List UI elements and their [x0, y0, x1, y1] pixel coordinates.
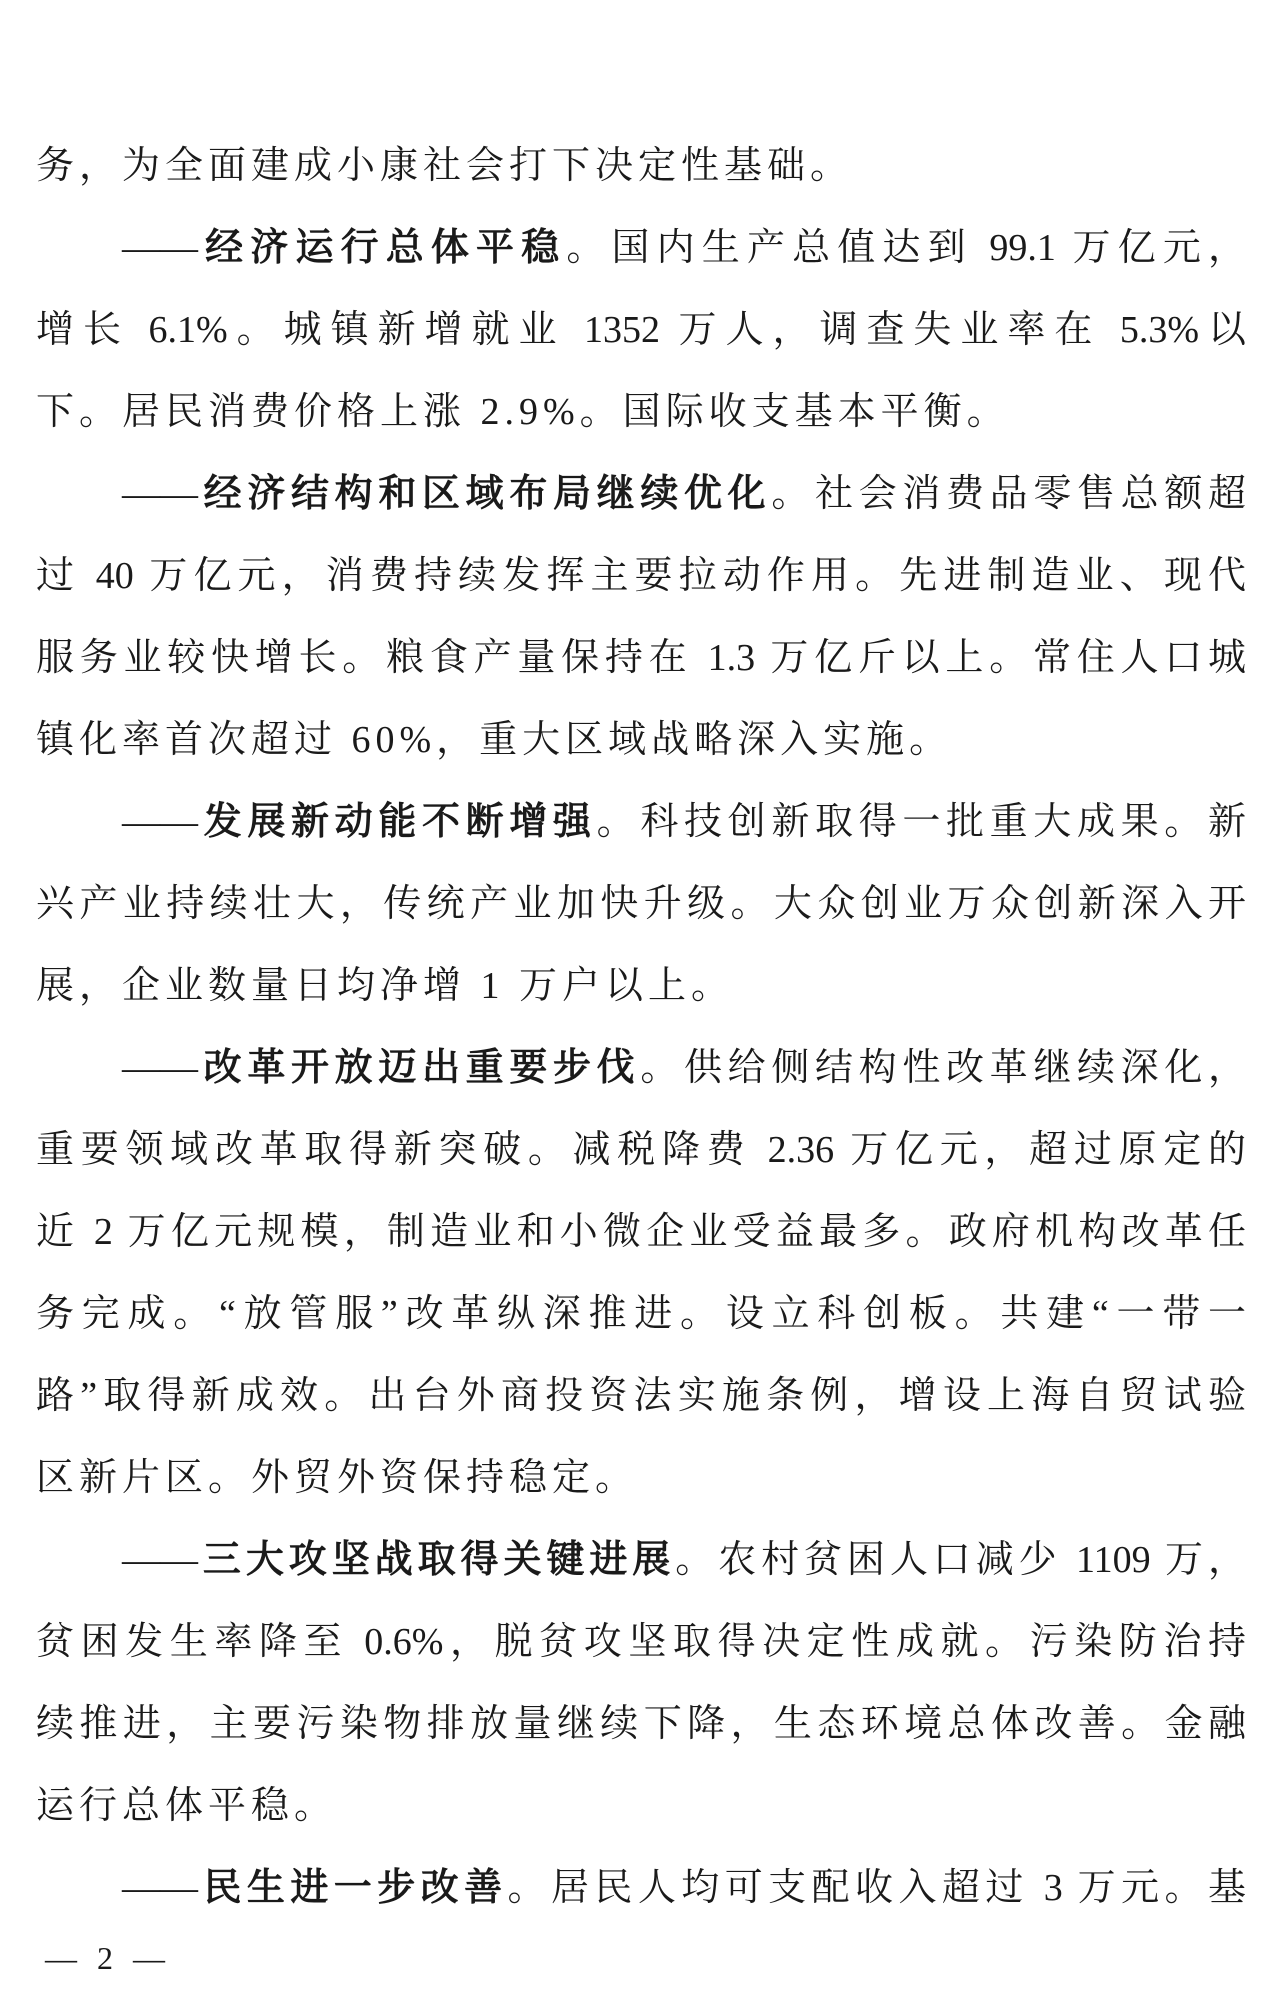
text-line: [36, 699, 1246, 781]
text-line: [36, 125, 1246, 207]
line-text: 。国内生产总值达到 99.1 万亿元，: [566, 227, 1246, 269]
line-text: 。居民人均可支配收入超过 3 万元。基: [507, 1867, 1246, 1909]
line-text: 务，为全面建成小康社会打下决定性基础。: [36, 145, 854, 187]
section-heading: 发展新动能不断增强: [198, 801, 597, 843]
line-text: 服务业较快增长。粮食产量保持在 1.3 万亿斤以上。常住人口城: [36, 637, 1246, 679]
line-text: 。科技创新取得一批重大成果。新: [596, 801, 1246, 843]
line-text: 镇化率首次超过 60%，重大区域战略深入实施。: [36, 719, 953, 761]
line-text: 。供给侧结构性改革继续深化，: [640, 1047, 1246, 1089]
line-text: 展，企业数量日均净增 1 万户以上。: [36, 965, 735, 1007]
em-dash: ——: [122, 227, 198, 269]
section-heading-line: [36, 1847, 1246, 1929]
section-heading: 民生进一步改善: [198, 1867, 508, 1909]
text-line: [36, 1437, 1246, 1519]
em-dash: ——: [122, 1539, 198, 1581]
line-text: 重要领域改革取得新突破。减税降费 2.36 万亿元，超过原定的: [36, 1129, 1246, 1171]
line-text: 务完成。“放管服”改革纵深推进。设立科创板。共建“一带一: [36, 1293, 1246, 1335]
line-text: 下。居民消费价格上涨 2.9%。国际收支基本平衡。: [36, 391, 1010, 433]
em-dash: ——: [122, 473, 198, 515]
document-body: [36, 125, 1246, 1929]
line-text: 兴产业持续壮大，传统产业加快升级。大众创业万众创新深入开: [36, 883, 1246, 925]
em-dash: ——: [122, 1047, 198, 1089]
text-line: [36, 371, 1246, 453]
em-dash: ——: [122, 1867, 198, 1909]
section-heading: 改革开放迈出重要步伐: [198, 1047, 641, 1089]
line-text: 续推进，主要污染物排放量继续下降，生态环境总体改善。金融: [36, 1703, 1246, 1745]
text-line: [36, 535, 1246, 617]
line-text: 区新片区。外贸外资保持稳定。: [36, 1457, 639, 1499]
line-text: 过 40 万亿元，消费持续发挥主要拉动作用。先进制造业、现代: [36, 555, 1246, 597]
line-text: 贫困发生率降至 0.6%，脱贫攻坚取得决定性成就。污染防治持: [36, 1621, 1246, 1663]
text-line: [36, 1683, 1246, 1765]
page-number: — 2 —: [45, 1940, 171, 1976]
text-line: [36, 1109, 1246, 1191]
section-heading: 三大攻坚战取得关键进展: [198, 1539, 676, 1581]
text-line: [36, 1191, 1246, 1273]
text-line: [36, 1765, 1246, 1847]
line-text: 。农村贫困人口减少 1109 万，: [675, 1539, 1246, 1581]
section-heading: 经济运行总体平稳: [198, 227, 567, 269]
section-heading-line: [36, 1519, 1246, 1601]
section-heading-line: [36, 453, 1246, 535]
text-line: [36, 617, 1246, 699]
line-text: 路”取得新成效。出台外商投资法实施条例，增设上海自贸试验: [36, 1375, 1246, 1417]
em-dash: ——: [122, 801, 198, 843]
section-heading-line: [36, 207, 1246, 289]
section-heading: 经济结构和区域布局继续优化: [198, 473, 772, 515]
line-text: 增长 6.1%。城镇新增就业 1352 万人，调查失业率在 5.3%以: [36, 309, 1246, 351]
line-text: 。社会消费品零售总额超: [771, 473, 1246, 515]
text-line: [36, 1601, 1246, 1683]
text-line: [36, 945, 1246, 1027]
line-text: 近 2 万亿元规模，制造业和小微企业受益最多。政府机构改革任: [36, 1211, 1246, 1253]
text-line: [36, 1273, 1246, 1355]
line-text: 运行总体平稳。: [36, 1785, 338, 1827]
section-heading-line: [36, 781, 1246, 863]
section-heading-line: [36, 1027, 1246, 1109]
text-line: [36, 289, 1246, 371]
text-line: [36, 863, 1246, 945]
text-line: [36, 1355, 1246, 1437]
